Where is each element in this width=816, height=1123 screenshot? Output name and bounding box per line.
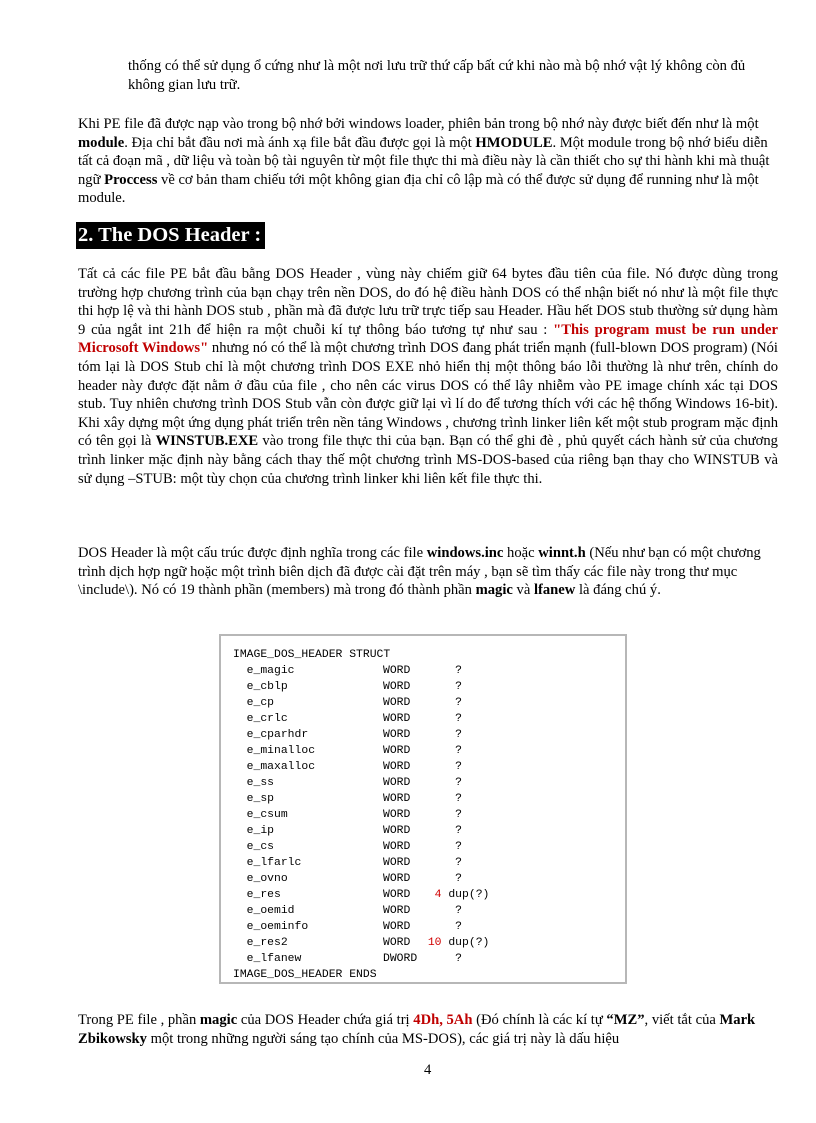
field-type: WORD [383, 857, 411, 869]
field-type: WORD [383, 745, 411, 757]
magic-value: 4Dh, 5Ah [413, 1012, 473, 1028]
field-name: e_ss [233, 777, 275, 789]
field-type: WORD [383, 841, 411, 853]
field-type: WORD [383, 825, 411, 837]
field-type: WORD [383, 713, 411, 725]
code-listing-image [219, 634, 627, 984]
paragraph-continuation: thống có thể sử dụng ổ cứng như là một nơi lưu trữ thứ cấp bất cứ khi nào mà bộ nhớ vật lý không còn đủ không gian lưu trữ. [128, 58, 746, 93]
field-type: WORD [383, 937, 411, 949]
code-field-row [233, 663, 489, 679]
field-value: ? [421, 729, 463, 741]
code-struct-header: IMAGE_DOS_HEADER STRUCT [233, 649, 391, 661]
field-value: ? [421, 777, 463, 789]
code-field-row [233, 807, 489, 823]
code-field-row [233, 823, 489, 839]
field-value: ? [421, 681, 463, 693]
field-value: ? [421, 665, 463, 677]
code-field-row [233, 775, 489, 791]
field-value: ? [421, 921, 463, 933]
field-value: ? [421, 697, 463, 709]
code-struct-footer: IMAGE_DOS_HEADER ENDS [233, 969, 377, 981]
field-name: e_maxalloc [233, 761, 316, 773]
code-field-row [233, 855, 489, 871]
field-name: e_res2 [233, 937, 288, 949]
field-name: e_ip [233, 825, 275, 837]
paragraph-dos-header-intro: Tất cả các file PE bắt đầu bằng DOS Header , vùng này chiếm giữ 64 bytes đầu tiên của file. Nó được dùng trong trường hợp chương trình của bạn chạy trên nền DOS, do đó hệ điều hành DOS có thể nhận biết nó như là một file thực thi hợp lệ và thi hành DOS stub , phần mà đã được lưu trữ trực tiếp sau Header. Hầu hết DOS stub thường sử dụng hàm 9 của ngắt int 21h để hiện ra một chuỗi kí tự thông báo tương tự như sau : "This program must be run under Microsoft Windows" nhưng nó có thể là một chương trình DOS đang phát triển mạnh (full-blown DOS program) (Nói tóm lại là DOS Stub chỉ là một chương trình DOS EXE nhỏ hiển thị một thông báo lỗi thường là như trên, chính do header này được đặt nằm ở đầu của file , cho nên các virus DOS có thể lây nhiễm vào PE image chính xác tại DOS stub. Tuy nhiên chương trình DOS Stub vẫn còn được giữ lại vì lí do để tương thích với các hệ thống Windows 16-bit). Khi xây dựng một ứng dụng phát triển trên nền tảng Windows , chương trình linker liên kết một stub program mặc định có tên gọi là WINSTUB.EXE vào trong file thực thi của bạn. Bạn có thể ghi đè , phủ quyết cách hành sử của chương trình linker mặc định này bằng cách thay thế một chương trình MS-DOS-based của riêng bạn thay cho WINSTUB và sử dụng –STUB: một tùy chọn của chương trình linker khi liên kết file thực thi. [78, 266, 778, 487]
field-name: e_lfarlc [233, 857, 302, 869]
field-value: ? [421, 793, 463, 805]
field-type: WORD [383, 697, 411, 709]
field-value: ? [421, 905, 463, 917]
field-name: e_crlc [233, 713, 288, 725]
field-name: e_ovno [233, 873, 288, 885]
code-field-row [233, 711, 489, 727]
paragraph-module: Khi PE file đã được nạp vào trong bộ nhớ bởi windows loader, phiên bản trong bộ nhớ này được biết đến như là một module. Địa chỉ bắt đầu nơi mà ánh xạ file bắt đầu được gọi là một HMODULE. Một module trong bộ nhớ biểu diễn tất cả đoạn mã , dữ liệu và toàn bộ tài nguyên từ một file thực thi mà điều này là cần thiết cho sự thi hành khi mà thuật ngữ Proccess về cơ bản tham chiếu tới một không gian địa chỉ cô lập mà có thể được sử dụng để running như là một module. [78, 116, 770, 207]
field-count: 4 [421, 889, 442, 901]
code-field-row [233, 871, 489, 887]
field-value: ? [421, 873, 463, 885]
code-field-row [233, 839, 489, 855]
field-name: e_oemid [233, 905, 295, 917]
code-field-row [233, 727, 489, 743]
field-name: e_cs [233, 841, 275, 853]
code-field-row [233, 919, 489, 935]
field-name: e_sp [233, 793, 275, 805]
field-value: dup(?) [441, 937, 490, 949]
code-field-row [233, 791, 489, 807]
code-field-row [233, 679, 489, 695]
field-value: ? [421, 953, 463, 965]
field-name: e_lfanew [233, 953, 302, 965]
field-value: ? [421, 841, 463, 853]
field-type: WORD [383, 873, 411, 885]
field-value: ? [421, 825, 463, 837]
field-type: WORD [383, 729, 411, 741]
field-name: e_cp [233, 697, 275, 709]
paragraph-structure: DOS Header là một cấu trúc được định nghĩa trong các file windows.inc hoặc winnt.h (Nếu như bạn có một chương trình dịch hợp ngữ hoặc một trình biên dịch đã được cài đặt trên máy , bạn sẽ tìm thấy các file này trong thư mục \include\). Nó có 19 thành phần (members) mà trong đó thành phần magic và lfanew là đáng chú ý. [78, 545, 761, 599]
field-name: e_magic [233, 665, 295, 677]
field-value: ? [421, 857, 463, 869]
code-field-row [233, 743, 489, 759]
code-field-row [233, 951, 489, 967]
field-type: WORD [383, 665, 411, 677]
field-type: WORD [383, 921, 411, 933]
code-field-row [233, 695, 489, 711]
field-type: WORD [383, 793, 411, 805]
code-listing [233, 647, 489, 983]
field-type: WORD [383, 809, 411, 821]
stub-message: "This program must be run under Microsoft Windows" [78, 321, 778, 357]
code-field-row [233, 759, 489, 775]
field-name: e_oeminfo [233, 921, 309, 933]
field-type: WORD [383, 889, 411, 901]
field-value: dup(?) [441, 889, 490, 901]
field-count: 10 [421, 937, 442, 949]
paragraph-magic: Trong PE file , phần magic của DOS Header chứa giá trị 4Dh, 5Ah (Đó chính là các kí tự “MZ”, viết tắt của Mark Zbikowsky một trong những người sáng tạo chính của MS-DOS), các giá trị này là dấu hiệu [78, 1012, 756, 1047]
field-type: WORD [383, 761, 411, 773]
field-type: WORD [383, 777, 411, 789]
code-field-row [233, 887, 489, 903]
field-name: e_cparhdr [233, 729, 309, 741]
field-value: ? [421, 809, 463, 821]
section-heading: 2. The DOS Header : [76, 222, 265, 249]
code-field-row [233, 903, 489, 919]
code-field-row [233, 935, 489, 951]
page-number: 4 [424, 1062, 432, 1078]
field-type: WORD [383, 681, 411, 693]
field-name: e_cblp [233, 681, 288, 693]
field-name: e_minalloc [233, 745, 316, 757]
field-value: ? [421, 713, 463, 725]
field-type: DWORD [383, 953, 418, 965]
field-name: e_csum [233, 809, 288, 821]
field-value: ? [421, 745, 463, 757]
field-type: WORD [383, 905, 411, 917]
field-name: e_res [233, 889, 281, 901]
field-value: ? [421, 761, 463, 773]
